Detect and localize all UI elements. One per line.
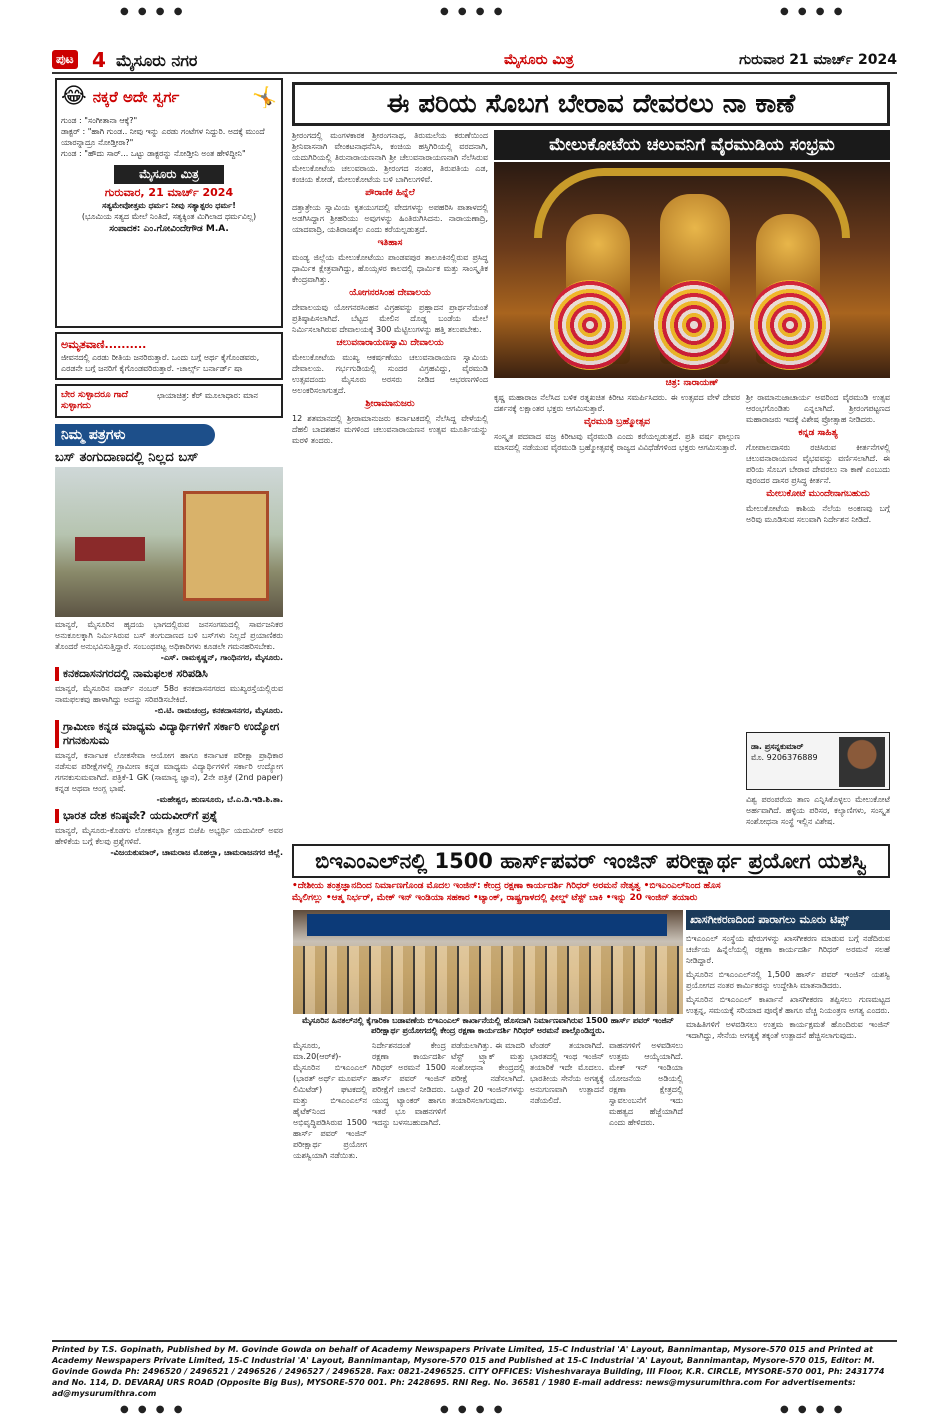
- beml-col5: ವಾಹನಗಳಿಗೆ ಅಳವಡಿಸಲು ಉತ್ತಮ ಆಯ್ಕೆಯಾಗಿದೆ. ಮೇಕ್ ಇನ್ ಇಂಡಿಯಾ ಯೋಜನೆಯ ಅಡಿಯಲ್ಲಿ ರಕ್ಷಣಾ ಕ್ಷೇತ್ರದಲ್ಲಿ ಸ್ವಾವಲಂಬನೆಗೆ ಇದು ಮಹತ್ವದ ಹೆಜ್ಜೆಯಾಗಿದೆ ಎಂದು ಹೇಳಿದರು.: [609, 1041, 683, 1127]
- article-para: 12 ಶತಮಾನದಲ್ಲಿ ಶ್ರೀರಾಮಾನುಜರು ಕರ್ನಾಟಕದಲ್ಲಿ ನೆಲೆಸಿದ್ದ ವೇಳೆಯಲ್ಲಿ ದೆಹಲಿ ಬಾದಶಹನ ಮಗಳಿಂದ ಚಲುವನಾರಾಯಣನ ಉತ್ಸವ ಮೂರ್ತಿಯನ್ನು ಮರಳಿ ತಂದರು.: [292, 414, 488, 445]
- left-column: [55, 78, 283, 858]
- sidebox-para: ಮೈಸೂರಿನ ಬಿಇಎಂಎಲ್ ಕಾರ್ಖಾನೆ ಖಾಸಗೀಕರಣ ತಪ್ಪಿಸಲು ಗುಣಮಟ್ಟದ ಉತ್ಪನ್ನ, ಸಮಯಕ್ಕೆ ಸರಿಯಾದ ಪೂರೈಕೆ ಹಾಗೂ ವೆಚ್ಚ ನಿಯಂತ್ರಣ ಅಗತ್ಯ ಎಂದರು.: [686, 995, 890, 1015]
- masthead-motto-meaning: (ಭೂಮಿಯ ಸತ್ಯದ ಮೇಲೆ ನಿಂತಿದೆ, ಸತ್ಯಕ್ಕಿಂತ ಮಿಗಿಲಾದ ಧರ್ಮವಿಲ್ಲ): [81, 212, 257, 221]
- beml-col1: ಮೈಸೂರು, ಮಾ.20(ಆರ್‌ಕೆ)- ಮೈಸೂರಿನ ಬಿಇಎಂಎಲ್ (ಭಾರತ್ ಅರ್ಥ್ ಮೂವರ್ಸ್ ಲಿಮಿಟೆಡ್) ಘಟಕದಲ್ಲಿ ಮತ್ತು ಬಿಇಎಂಎಲ್‌ನ ಹೈಟೆಕ್‌ನಿಂದ ಅಭಿವೃದ್ಧಿಪಡಿಸಿರುವ 1500 ಹಾರ್ಸ್ ಪವರ್ ಇಂಜಿನ್ ಪರೀಕ್ಷಾರ್ಥ ಪ್ರಯೋಗ ಯಶಸ್ವಿಯಾಗಿ ನಡೆಯಿತು.: [293, 1041, 367, 1160]
- amrutha-box: [55, 332, 283, 380]
- letter2-title: ಕನಕದಾಸನಗರದಲ್ಲಿ ನಾಮಫಲಕ ಸರಿಪಡಿಸಿ: [55, 667, 283, 681]
- register-dots: ● ● ● ●: [120, 6, 186, 17]
- letter3-body: ಮಾನ್ಯರೆ, ಕರ್ನಾಟಕ ಲೋಕಸೇವಾ ಆಯೋಗ ಹಾಗೂ ಕರ್ನಾಟಕ ಪರೀಕ್ಷಾ ಪ್ರಾಧಿಕಾರ ನಡೆಸುವ ಪರೀಕ್ಷೆಗಳಲ್ಲಿ ಗ್ರಾಮೀಣ ಕನ್ನಡ ಮಾಧ್ಯಮ ವಿದ್ಯಾರ್ಥಿಗಳಿಗೆ ಸರ್ಕಾರಿ ಉದ್ಯೋಗ ಗಗನಕುಸುಮವಾಗಿದೆ. ಪತ್ರಿಕೆ-1 GK (ಸಾಮಾನ್ಯ ಜ್ಞಾನ), 2ನೇ ಪತ್ರಿಕೆ (2nd paper) ಕನ್ನಡ ಅಥವಾ ಆಂಗ್ಲ ಭಾಷೆ.: [55, 751, 283, 793]
- article-para: ದೇವಾಲಯವು ಯೋಗನರಸಿಂಹನ ವಿಗ್ರಹವನ್ನು ಪ್ರಹ್ಲಾದನ ಪ್ರಾರ್ಥನೆಯಂತೆ ಪ್ರತಿಷ್ಠಾಪಿಸಲಾಗಿದೆ. ಬೆಟ್ಟದ ಮೇಲಿನ ದೊಡ್ಡ ಬಂಡೆಯ ಮೇಲೆ ನಿರ್ಮಿಸಲಾಗಿರುವ ದೇವಾಲಯಕ್ಕೆ 300 ಮೆಟ್ಟಿಲುಗಳನ್ನು ಹತ್ತಿ ತಲುಪಬೇಕು.: [292, 303, 488, 334]
- sidebox-title: ಖಾಸಗೀಕರಣದಿಂದ ಪಾರಾಗಲು ಮೂರು ಟಿಪ್ಸ್: [686, 910, 890, 930]
- author-box: [746, 732, 890, 790]
- proverb-box: [55, 384, 283, 418]
- subhead-melukote: ಮೇಲುಕೋಟೆ ಮುಂದೇನಾಗಬಹುದು: [766, 489, 870, 499]
- subhead-cheluva: ಚಲುವನಾರಾಯಣಸ್ವಾಮಿ ದೇವಾಲಯ: [336, 338, 444, 348]
- letter1-title: ಬಸ್ ತಂಗುದಾಣದಲ್ಲಿ ನಿಲ್ಲದ ಬಸ್: [55, 450, 199, 465]
- page-date: ಗುರುವಾರ 21 ಮಾರ್ಚ್ 2024: [739, 52, 897, 68]
- subhead-itihasa: ಇತಿಹಾಸ: [377, 238, 403, 248]
- top-margin: [0, 0, 945, 24]
- sidebox-para: ಮಾಹಿತಿಗಳಿಗೆ ಅಳವಡಿಸಲು ಉತ್ತಮ ಕಾರ್ಯಕ್ಷಮತೆ ಹೊಂದಿರುವ ಇಂಜಿನ್ ಇದಾಗಿದ್ದು, ಸೇನೆಯ ಅಗತ್ಯಕ್ಕೆ ತಕ್ಕಂತೆ ಉತ್ಪಾದನೆ ಹೆಚ್ಚಿಸಲಾಗುವುದು.: [686, 1020, 890, 1040]
- bottom-subhead-line: ಮೈಲಿಗಲ್ಲು •ಆತ್ಮ ನಿರ್ಭರ್, ಮೇಕ್ ಇನ್ ಇಂಡಿಯಾ ಸಹಕಾರ •ಟ್ಯಾಂಕ್, ರಾಷ್ಟ್ರಗಾಳದಲ್ಲಿ ಫೀಲ್ಡ್ ಟೆಸ್ಟ್ ಬಾಕಿ •ಇನ್ನು 20 ಇಂಜಿನ್ ತಯಾರು: [292, 893, 698, 903]
- proverb-text: ಬೇರ ಸುಳ್ಳಾದರೂ ಗಾದೆ ಸುಳ್ಳಾಗದು: [61, 390, 128, 411]
- amrutha-text: ಜೀವನದಲ್ಲಿ ಎರಡು ರೀತಿಯ ಜನರಿರುತ್ತಾರೆ. ಒಂದು ಬಗ್ಗೆ ಅರ್ಥ ಕೈಗೊಂಡವರು, ಎರಡನೇ ಬಗ್ಗೆ ಜನರಿಗೆ ಕೈಗೊಂಡವರಿರುತ್ತಾರೆ. -ಚಾರ್ಲ್ಸ್ ಬರ್ನಾರ್ಡ್ ಷಾ: [61, 353, 260, 373]
- register-dots: ● ● ● ●: [780, 1404, 846, 1415]
- article-para: ಕೃಷ್ಣ ಮಹಾರಾಜ ನೆಲೆಸಿದ ಬಳಿಕ ರತ್ನಖಚಿತ ಕಿರೀಟ ಸಮರ್ಪಿಸಿದರು. ಈ ಉತ್ಸವದ ವೇಳೆ ದೇವರ ದರ್ಶನಕ್ಕೆ ಲಕ್ಷಾಂತರ ಭಕ್ತರು ಆಗಮಿಸುತ್ತಾರೆ.: [494, 393, 740, 413]
- joke-line: ಗುಂಡ : "ಸಂಗೀತಾನಾ ಆಕ್ಕೆ?": [61, 116, 138, 125]
- bottom-subhead-line: •ದೇಶೀಯ ತಂತ್ರಜ್ಞಾನದಿಂದ ನಿರ್ಮಾಣಗೊಂಡ ಮೊದಲ ಇಂಜಿನ್: ಕೇಂದ್ರ ರಕ್ಷಣಾ ಕಾರ್ಯದರ್ಶಿ ಗಿರಿಧರ್ ಅರಮನೆ ನೇತೃತ್ವ •ಬಿಇಎಂಎಲ್‌ನಿಂದ ಹೊಸ: [292, 881, 721, 891]
- article-para: ಮಂಡ್ಯ ಜಿಲ್ಲೆಯ ಮೇಲುಕೋಟೆಯು ಪಾಂಡವಪುರ ತಾಲೂಕಿನಲ್ಲಿರುವ ಪ್ರಸಿದ್ಧ ಧಾರ್ಮಿಕ ಕ್ಷೇತ್ರವಾಗಿದ್ದು, ಹೊಯ್ಸಳರ ಕಾಲದಲ್ಲಿ ಧಾರ್ಮಿಕ ಮತ್ತು ಸಾಂಸ್ಕೃತಿಕ ಕೇಂದ್ರವಾಗಿತ್ತು.: [292, 253, 488, 284]
- letter1-sign: -ಎಸ್. ರಾಮಕೃಷ್ಣನ್, ಗಾಂಧಿನಗರ, ಮೈಸೂರು.: [160, 653, 283, 662]
- author-photo: [839, 737, 885, 787]
- masthead-date: ಗುರುವಾರ, 21 ಮಾರ್ಚ್ 2024: [104, 186, 234, 199]
- register-dots: ● ● ● ●: [120, 1404, 186, 1415]
- sidebox-para: ಮೈಸೂರಿನ ಬಿಇಎಂಎಲ್‌ನಲ್ಲಿ 1,500 ಹಾರ್ಸ್ ಪವರ್ ಇಂಜಿನ್ ಯಶಸ್ವಿ ಪ್ರಯೋಗದ ನಂತರ ಕಾರ್ಮಿಕರನ್ನು ಉದ್ದೇಶಿಸಿ ಮಾತನಾಡಿದರು.: [686, 970, 890, 990]
- joke-title: ನಕ್ಕರೆ ಅದೇ ಸ್ವರ್ಗ: [92, 87, 180, 106]
- joke-line: ಡಾಕ್ಟರ್ : "ಹಾಗಿ ಗುಂಡ.. ನೀವು ಇನ್ನು ಎರಡು ಗಂಟೆಗಳ ನಿದ್ದುರಿ. ಅದಕ್ಕೆ ಮುಂದೆ ಯಾರನ್ನಾದ್ರೂ ನೋಡ್ತೀರಾ?": [61, 127, 265, 147]
- author-phone: ಮೊ. 9206376889: [751, 753, 818, 762]
- joke-box: [55, 78, 283, 328]
- masthead-motto: ಸತ್ಯಮೇವೋತ್ತಮ ಧರ್ಮ: ನೀವು ಸತ್ಯಾತ್ಪರಂ ಧರ್ಮ!: [102, 201, 236, 210]
- register-dots: ● ● ● ●: [780, 6, 846, 17]
- article-col1: [292, 130, 488, 446]
- section-name: ಮೈಸೂರು ನಗರ: [116, 51, 198, 70]
- joke-line: ಗುಂಡ : "ಹೌದು ಸಾರ್... ಒಟ್ಟು ಡಾಕ್ಟರನ್ನು ನೋಡ್ತೀನಿ ಅಂತ ಹೇಳಿದ್ದೀನಿ": [61, 149, 246, 158]
- article-para: ದತ್ತಾತ್ರೇಯ ಸ್ವಾಮಿಯ ಕೃತಯುಗದಲ್ಲಿ ವೇದಗಳನ್ನು ಅಪಹರಿಸಿ ಪಾತಾಳದಲ್ಲಿ ಅಡಗಿಸಿದ್ದಾಗ ಶ್ರೀಹರಿಯು ಅವುಗಳನ್ನು ಹಿಂತಿರುಗಿಸಿದನು. ನಾರಾಯಣಾದ್ರಿ, ಯಾದವಾದ್ರಿ, ಯತಿರಾಜಶೈಲ ಎಂದು ಕರೆಯಲ್ಪಡುತ್ತದೆ.: [292, 203, 488, 234]
- article-para: ಶ್ರೀ ರಾಮಾನುಜಾಚಾರ್ಯ ಅವರಿಂದ ವೈರಮುಡಿ ಉತ್ಸವ ಆರಂಭಗೊಂಡಿತು ಎನ್ನಲಾಗಿದೆ. ಶ್ರೀರಂಗಪಟ್ಟಣದ ಮಹಾರಾಜರು ಇದಕ್ಕೆ ವಿಶೇಷ ಪ್ರೋತ್ಸಾಹ ನೀಡಿದರು.: [746, 393, 890, 424]
- beml-photo-caption: ಮೈಸೂರಿನ ಹಿನಕಲ್‌ನಲ್ಲಿ ಕೈಗಾರಿಕಾ ಬಡಾವಣೆಯ ಬಿಇಎಂಎಲ್ ಕಾರ್ಖಾನೆಯಲ್ಲಿ ಹೊಸದಾಗಿ ನಿರ್ಮಾಣವಾಗಿರುವ 1500 ಹಾರ್ಸ್ ಪವರ್ ಇಂಜಿನ್ ಪರೀಕ್ಷಾರ್ಥ ಪ್ರಯೋಗದಲ್ಲಿ ಕೇಂದ್ರ ರಕ್ಷಣಾ ಕಾರ್ಯದರ್ಶಿ ಗಿರಿಧರ್ ಅರಮನೆ ಪಾಲ್ಗೊಂಡಿದ್ದರು.: [302, 1016, 674, 1035]
- subhead-pauranika: ಪೌರಾಣಿಕ ಹಿನ್ನೆಲೆ: [365, 188, 415, 198]
- letter4-title: ಭಾರತ ದೇಶ ಕನಿಷ್ಠವೇ? ಯದುವೀರ್‌ಗೆ ಪ್ರಶ್ನೆ: [55, 809, 283, 823]
- article-col2: [494, 392, 740, 453]
- letter3-sign: -ಮಹೇಶ್ವರ, ಹುಣಸೂರು, ಬೆ.ಎ.ಡಿ.ಇಡಿ.ಶಿ.ತಾ.: [156, 795, 283, 804]
- main-headline: ಈ ಪರಿಯ ಸೊಬಗ ಬೇರಾವ ದೇವರಲು ನಾ ಕಾಣೆ: [292, 82, 890, 126]
- imprint-footer: Printed by T.S. Gopinath, Published by M. Govinde Gowda on behalf of Academy Newspapers Private Limited, 15-C Industrial 'A' Layout, Bannimantap, Mysore-570 015 and Printed at Academy Newspapers Private Limited, 15-C Industrial 'A' Layout, Bannimantap, Mysore-570 015 and Published at 15-C Industrial 'A' Layout, Bannimantap, Mysore-570 015, Editor: M. Govinde Gowda Ph: 2496520 / 2496521 / 2496526 / 2496527 / 2496528. Fax: 0821-2496525. CITY OFFICES: Visheshvaraya Building, III Floor, K.R. CIRCLE, MYSORE-570 001, Ph: 2431774 and No. 114, D. DEVARAJ URS ROAD (Opposite Big Bus), MYSORE-570 001. Ph: 2428695. RNI Reg. No. 36581 / 1980 E-mail address: news@mysurumithra.com For advertisements: ad@mysurumithra.com: [52, 1340, 897, 1399]
- letters-section-title: ನಿಮ್ಮ ಪತ್ರಗಳು: [55, 424, 215, 446]
- laugh-emoji-icon: 😂: [61, 84, 87, 109]
- bus-stop-photo: [55, 467, 283, 617]
- sidebox-para: ಬಿಇಎಂಎಲ್ ಸಂಸ್ಥೆಯ ಷೇರುಗಳನ್ನು ಖಾಸಗೀಕರಣ ಮಾಡುವ ಬಗ್ಗೆ ನಡೆದಿರುವ ಚರ್ಚೆಯ ಹಿನ್ನೆಲೆಯಲ್ಲಿ ರಕ್ಷಣಾ ಕಾರ್ಯದರ್ಶಿ ಗಿರಿಧರ್ ಅರಮನೆ ಸಲಹೆ ನೀಡಿದ್ದಾರೆ.: [686, 934, 890, 965]
- register-dots: ● ● ● ●: [440, 1404, 506, 1415]
- article-col3-end: ವಿಶ್ವ ಪರಂಪರೆಯ ತಾಣ ಎನ್ನಿಸಿಕೊಳ್ಳಲು ಮೇಲುಕೋಟೆ ಅರ್ಹವಾಗಿದೆ. ಹಳ್ಳಿಯ ಪರಿಸರ, ಕಲ್ಯಾಣಿಗಳು, ಸಂಸ್ಕೃತ ಸಂಶೋಧನಾ ಸಂಸ್ಥೆ ಇಲ್ಲಿನ ವಿಶೇಷ.: [746, 795, 890, 826]
- page-label: ಪುಟ: [52, 50, 78, 69]
- article-para: ಮೇಲುಕೋಟೆಯ ಕಾಶಿಯ ನೆಲೆಯ ಅಂಕಣವು ಬಗ್ಗೆ ಅರಿವು ಮೂಡಿಸುವ ಸಲುವಾಗಿ ನಿರ್ದೇಶನ ನೀಡಿದೆ.: [746, 504, 890, 524]
- editor-line: ಸಂಪಾದಕ: ಎಂ.ಗೋವಿಂದೇಗೌಡ M.A.: [109, 224, 229, 234]
- letter2-body: ಮಾನ್ಯರೆ, ಮೈಸೂರಿನ ವಾರ್ಡ್ ನಂಬರ್ 58ರ ಕನಕದಾಸನಗರದ ಮುಖ್ಯರಸ್ತೆಯಲ್ಲಿರುವ ನಾಮಫಲಕವು ಹಾಳಾಗಿದ್ದು ಅದನ್ನು ಸರಿಪಡಿಸಬೇಕಿದೆ.: [55, 684, 283, 704]
- letter1-body: ಮಾನ್ಯರೆ, ಮೈಸೂರಿನ ಹೃದಯ ಭಾಗದಲ್ಲಿರುವ ಜನಸಂಗಮದಲ್ಲಿ ಸಾರ್ವಜನಿಕರ ಅನುಕೂಲಕ್ಕಾಗಿ ನಿರ್ಮಿಸಿರುವ ಬಸ್ ತಂಗುದಾಣದ ಬಳಿ ಬಸ್‌ಗಳು ನಿಲ್ಲದೆ ಪ್ರಯಾಣಿಕರು ತೊಂದರೆ ಅನುಭವಿಸುತ್ತಿದ್ದಾರೆ. ಸಂಬಂಧಪಟ್ಟ ಅಧಿಕಾರಿಗಳು ಕೂಡಲೇ ಗಮನಹರಿಸಬೇಕು.: [55, 620, 283, 651]
- author-name: ಡಾ. ಪ್ರಸನ್ನಕುಮಾರ್: [751, 742, 804, 751]
- bottom-margin: [0, 1398, 945, 1422]
- letter4-body: ಮಾನ್ಯರೆ, ಮೈಸೂರು-ಕೊಡಗು ಲೋಕಸಭಾ ಕ್ಷೇತ್ರದ ಬಿಜೆಪಿ ಅಭ್ಯರ್ಥಿ ಯದುವೀರ್ ಅವರ ಹೇಳಿಕೆಯ ಬಗ್ಗೆ ಕೆಲವು ಪ್ರಶ್ನೆಗಳಿವೆ.: [55, 826, 283, 846]
- subhead-ramanuja: ಶ್ರೀರಾಮಾನುಜರು: [365, 399, 415, 409]
- article-para: ಸಂಸ್ಕೃತ ಪದವಾದ ವಜ್ರ ಕಿರೀಟವು ವೈರಮುಡಿ ಎಂದು ಕರೆಯಲ್ಪಡುತ್ತದೆ. ಪ್ರತಿ ವರ್ಷ ಫಾಲ್ಗುಣ ಮಾಸದಲ್ಲಿ ನಡೆಯುವ ವೈರಮುಡಿ ಬ್ರಹ್ಮೋತ್ಸವಕ್ಕೆ ರಾಜ್ಯದ ವಿವಿಧೆಡೆಗಳಿಂದ ಭಕ್ತರು ಆಗಮಿಸುತ್ತಾರೆ.: [494, 432, 740, 452]
- beml-col2: ನಿರ್ದೇಶನದಂತೆ ಕೇಂದ್ರ ರಕ್ಷಣಾ ಕಾರ್ಯದರ್ಶಿ ಗಿರಿಧರ್ ಅರಮನೆ 1500 ಹಾರ್ಸ್ ಪವರ್ ಇಂಜಿನ್ ಪರೀಕ್ಷೆಗೆ ಚಾಲನೆ ನೀಡಿದರು. ಯುದ್ಧ ಟ್ಯಾಂಕರ್ ಹಾಗೂ ಇತರೆ ಭೂ ವಾಹನಗಳಿಗೆ ಇದನ್ನು ಬಳಸಬಹುದಾಗಿದೆ.: [372, 1041, 446, 1127]
- letter2-sign: -ಬಿ.ಟಿ. ರಾಮಚಂದ್ರ, ಕನಕದಾಸನಗರ, ಮೈಸೂರು.: [154, 706, 283, 715]
- article-para: ಶ್ರೀರಂಗದಲ್ಲಿ ಮಂಗಳಕಾರಕ ಶ್ರೀರಂಗನಾಥ, ತಿರುಮಲೆಯ ಕರುಣೆಯಿಂದ ಶ್ರೀನಿವಾಸನಾಗಿ ವೇಂಕಟನಾಥನೆನಿಸಿ, ಕಂಚಿಯ ಹಸ್ತಿಗಿರಿಯಲ್ಲಿ ವರದನಾಗಿ, ಯದುಗಿರಿಯಲ್ಲಿ ತಿರುನಾರಾಯಣನಾಗಿ ಶ್ರೀ ಚೆಲುವನಾರಾಯಣನಾಗಿ ನೆಲೆಸಿರುವ ಮೇಲುಕೋಟೆಯ ಚಲುವರಾಯ. ಶ್ರೀರಂಗದ ನಂತರ, ತಿರುಪತಿಯ ಎಡ, ಕಂಚಿಯ ಕೋಡೆ, ಮೇಲುಕೋಟೆಯ ಬಳಿ ಬಾಗಿಲುಗಳಿವೆ.: [292, 131, 488, 184]
- masthead-brand: ಮೈಸೂರು ಮಿತ್ರ: [114, 165, 224, 184]
- proverb-credit: ಛಾಯಾಚಿತ್ರ: ಕೆರ್ ಮೂಲಾಧಾರ: ಮಾನ: [157, 391, 258, 400]
- subhead-yoganarasimha: ಯೋಗನರಸಿಂಹ ದೇವಾಲಯ: [349, 288, 431, 298]
- article-col3: [746, 392, 890, 525]
- beml-col4: ಟೆಂಡರ್ ತಯಾರಾಗಿದೆ. ಭಾರತದಲ್ಲಿ ಇಂಥ ಇಂಜಿನ್ ತಯಾರಿಕೆ ಇದೇ ಮೊದಲು. ಭಾರತೀಯ ಸೇನೆಯ ಅಗತ್ಯಕ್ಕೆ ಅನುಗುಣವಾಗಿ ಉತ್ಪಾದನೆ ನಡೆಯಲಿದೆ.: [530, 1041, 604, 1105]
- brand-name: ಮೈಸೂರು ಮಿತ್ರ: [504, 52, 574, 68]
- beml-col3: ಪಡೆಯಲಾಗಿತ್ತು. ಈ ಮಾದರಿ ಟೆಸ್ಟ್ ಟ್ರ್ಯಾಕ್ ಮತ್ತು ಸಂಶೋಧನಾ ಕೇಂದ್ರದಲ್ಲಿ ಪರೀಕ್ಷೆ ನಡೆಸಲಾಗಿದೆ. ಒಟ್ಟಾರೆ 20 ಇಂಜಿನ್‌ಗಳನ್ನು ತಯಾರಿಸಲಾಗುವುದು.: [451, 1041, 525, 1105]
- page-number: 4: [92, 48, 106, 72]
- register-dots: ● ● ● ●: [440, 6, 506, 17]
- page-header: [52, 48, 897, 74]
- subhead-brahmotsava: ವೈರಮುಡಿ ಬ್ರಹ್ಮೋತ್ಸವ: [583, 417, 651, 427]
- letter4-sign: -ವಿಜಯಕುಮಾರ್, ಚಾಮರಾಜ ಮೊಹಲ್ಲಾ, ಚಾಮರಾಜನಗರ ಜಿಲ್ಲೆ.: [110, 848, 283, 857]
- bottom-headline: ಬಿಇಎಂಎಲ್‌ನಲ್ಲಿ 1500 ಹಾರ್ಸ್‌ಪವರ್ ಇಂಜಿನ್ ಪರೀಕ್ಷಾರ್ಥ ಪ್ರಯೋಗ ಯಶಸ್ವಿ: [292, 844, 890, 878]
- deity-photo: [494, 162, 890, 378]
- privatization-sidebox: [686, 910, 890, 1041]
- photo-caption: ಚಿತ್ರ: ನಾರಾಯಣ್: [665, 378, 719, 388]
- amrutha-title: ಅಮೃತವಾಣಿ..........: [61, 338, 147, 351]
- letter3-title: ಗ್ರಾಮೀಣ ಕನ್ನಡ ಮಾಧ್ಯಮ ವಿದ್ಯಾರ್ಥಿಗಳಿಗೆ ಸರ್ಕಾರಿ ಉದ್ಯೋಗ ಗಗನಕುಸುಮ: [55, 720, 283, 748]
- cartoon-icon: 🤸: [252, 84, 277, 109]
- article-para: ಗೋಪಾಲದಾಸರು ರಚಿಸಿರುವ ಕೀರ್ತನೆಗಳಲ್ಲಿ ಚಲುವನಾರಾಯಣನ ವೈಭವವನ್ನು ವರ್ಣಿಸಲಾಗಿದೆ. ಈ ಪರಿಯ ಸೊಬಗ ಬೇರಾವ ದೇವರಲು ನಾ ಕಾಣೆ ಎಂಬುದು ಪುರಂದರ ದಾಸರ ಪ್ರಸಿದ್ಧ ಕೀರ್ತನೆ.: [746, 443, 890, 485]
- subhead-kannada: ಕನ್ನಡ ಸಾಹಿತ್ಯ: [798, 428, 838, 438]
- beml-photo: [293, 910, 683, 1014]
- article-para: ಮೇಲುಕೋಟೆಯ ಮುಖ್ಯ ಆಕರ್ಷಣೆಯು ಚಲುವನಾರಾಯಣ ಸ್ವಾಮಿಯ ದೇವಾಲಯ. ಗರ್ಭಗುಡಿಯಲ್ಲಿ ಸುಂದರ ವಿಗ್ರಹವಿದ್ದು, ವೈರಮುಡಿ ಉತ್ಸವದಂದು ಮೈಸೂರು ಅರಸರು ನೀಡಿದ ಆಭರಣಗಳಿಂದ ಅಲಂಕರಿಸಲಾಗುತ್ತದೆ.: [292, 353, 488, 395]
- main-subheadline: ಮೇಲುಕೋಟೆಯ ಚಲುವನಿಗೆ ವೈರಮುಡಿಯ ಸಂಭ್ರಮ: [494, 130, 890, 160]
- bottom-subhead: [292, 880, 890, 904]
